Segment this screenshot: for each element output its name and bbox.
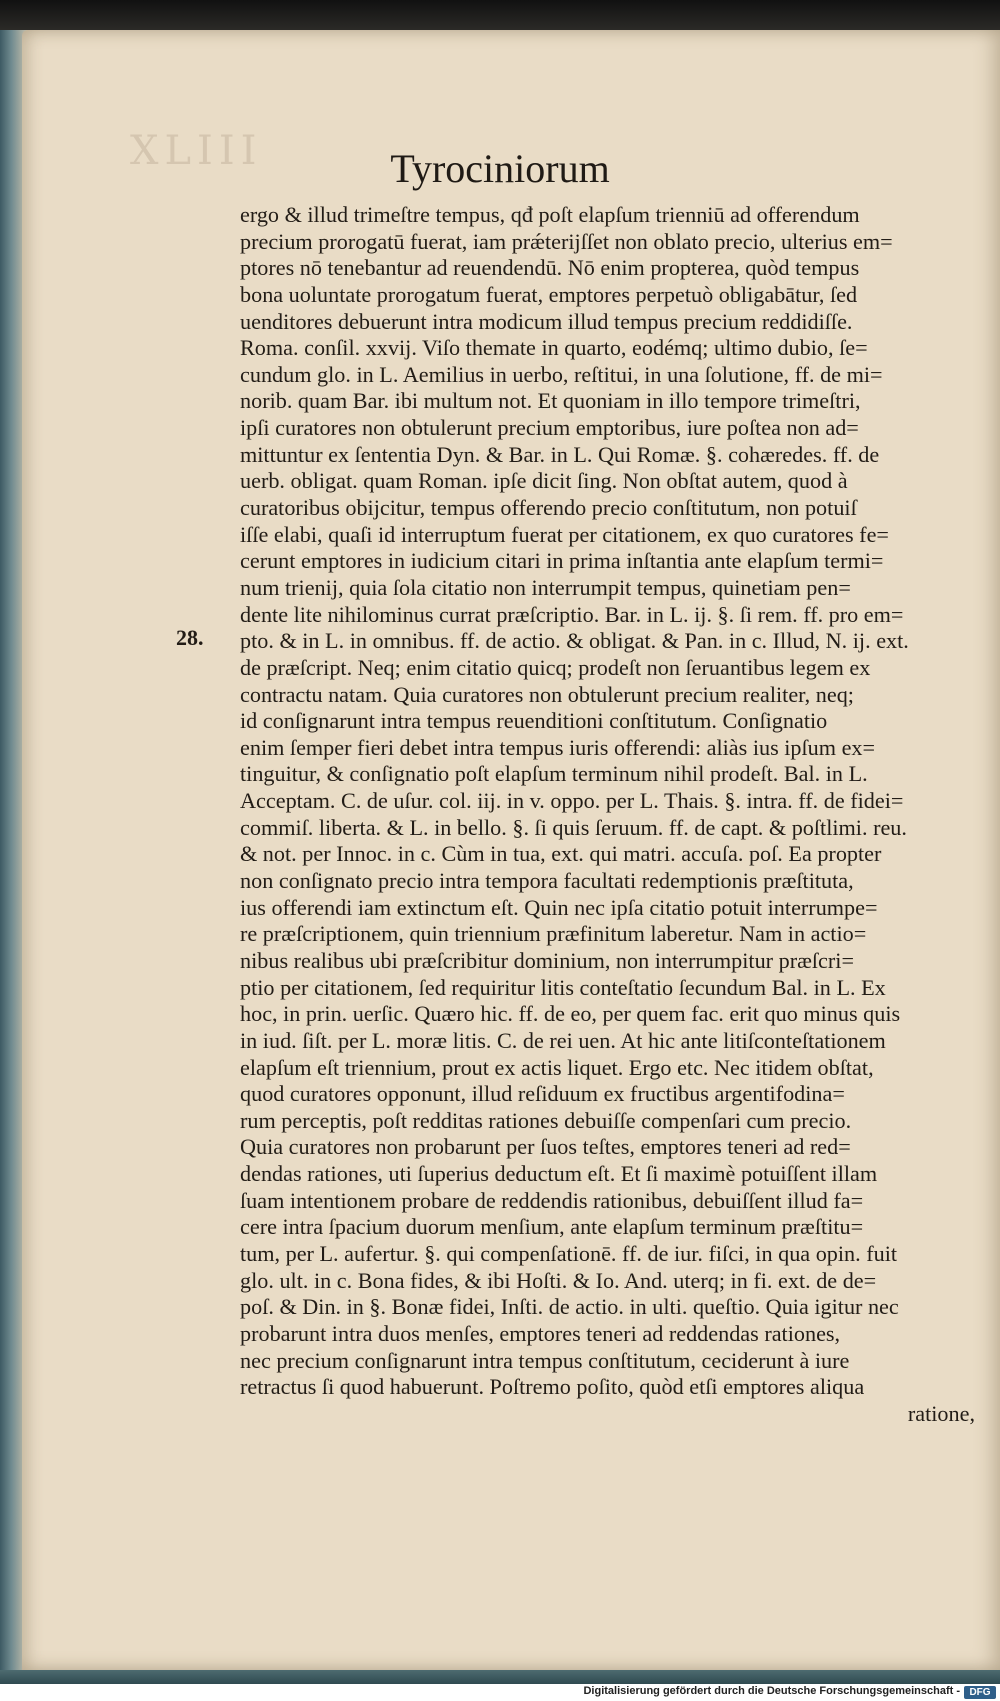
text-line: ergo & illud trimeſtre tempus, qđ poſt elapſum trienniū ad offerendum: [240, 202, 860, 227]
digitization-footer: [0, 1684, 1000, 1701]
dfg-logo: DFG: [964, 1686, 996, 1699]
scan-background-bottom: [0, 1670, 1000, 1684]
footer-credit: Digitalisierung gefördert durch die Deutsche Forschungsgemeinschaft -: [583, 1685, 960, 1697]
text-line: curatoribus obijcitur, tempus offerendo precio conſtitutum, non potuiſ: [240, 495, 857, 521]
text-line: ipſi curatores non obtulerunt precium emptoribus, iure poſtea non ad=: [240, 415, 859, 441]
text-line: norib. quam Bar. ibi multum not. Et quoniam in illo tempore trimeſtri,: [240, 388, 861, 414]
text-line: cundum glo. in L. Aemilius in uerbo, reſtitui, in una ſolutione, ff. de mi=: [240, 361, 883, 387]
text-line: poſ. & Din. in §. Bonæ fidei, Inſti. de actio. in ulti. queſtio. Quia igitur nec: [240, 1294, 899, 1320]
text-line: quod curatores opponunt, illud reſiduum ex fructibus argentifodina=: [240, 1081, 845, 1107]
text-line: de præſcript. Neq; enim citatio quicq; prodeſt non ſeruantibus legem ex: [240, 654, 871, 680]
text-line: uenditores debuerunt intra modicum illud tempus precium reddidiſſe.: [240, 308, 853, 334]
catchword: ratione,: [907, 1400, 975, 1426]
text-line: enim ſemper fieri debet intra tempus iuris offerendi: aliàs ius ipſum ex=: [240, 734, 876, 760]
text-line: ſuam intentionem probare de reddendis rationibus, debuiſſent illud fa=: [240, 1187, 864, 1213]
text-line: tum, per L. aufertur. §. qui compenſationē. ff. de iur. fiſci, in qua opin. fuit: [240, 1240, 898, 1266]
text-line: iſſe elabi, quaſi id interruptum fuerat per citationem, ex quo curatores fe=: [240, 521, 889, 547]
text-line: & not. per Innoc. in c. Cùm in tua, ext. qui matri. accuſa. poſ. Ea propter: [240, 841, 882, 867]
text-line: in iud. ſiſt. per L. moræ litis. C. de rei uen. At hic ante litiſconteſtationem: [240, 1027, 886, 1053]
text-line: uerb. obligat. quam Roman. ipſe dicit ſing. Non obſtat autem, quod à: [240, 468, 848, 494]
text-line: contractu natam. Quia curatores non obtulerunt precium realiter, neq;: [240, 681, 854, 707]
running-head: Tyrociniorum: [390, 146, 610, 191]
text-line: non conſignato precio intra tempora facultati redemptionis præſtituta,: [240, 868, 854, 894]
body-text: [240, 202, 975, 1427]
text-line: glo. ult. in c. Bona fides, & ibi Hoſti. & Io. And. uterq; in fi. ext. de de=: [240, 1267, 877, 1293]
text-line: re præſcriptionem, quin triennium præfinitum laberetur. Nam in actio=: [240, 921, 867, 947]
text-line: ius offerendi iam extinctum eſt. Quin nec ipſa citatio potuit interrumpe=: [240, 894, 878, 920]
text-line: bona uoluntate prorogatum fuerat, emptores perpetuò obligabātur, ſed: [240, 281, 858, 307]
text-line: ptio per citationem, ſed requiritur litis conteſtatio ſecundum Bal. in L. Ex: [240, 974, 886, 1000]
text-line: num trienij, quia ſola citatio non interrumpit tempus, quinetiam pen=: [240, 574, 851, 600]
text-line: mittuntur ex ſententia Dyn. & Bar. in L. Qui Romæ. §. cohæredes. ff. de: [240, 441, 880, 467]
text-line: dente lite nihilominus currat præſcriptio. Bar. in L. ij. §. ſi rem. ff. pro em=: [240, 601, 904, 627]
scan-background-top: [0, 0, 1000, 30]
text-line: hoc, in prin. uerſic. Quæro hic. ff. de eo, per quem fac. erit quo minus quis: [240, 1001, 901, 1027]
margin-note-number: 28.: [176, 625, 204, 650]
text-line: nec precium conſignarunt intra tempus conſtitutum, ceciderunt à iure: [240, 1347, 850, 1373]
text-line: retractus ſi quod habuerunt. Poſtremo poſito, quòd etſi emptores aliqua: [240, 1374, 865, 1400]
text-line: tinguitur, & conſignatio poſt elapſum terminum nihil prodeſt. Bal. in L.: [240, 761, 868, 787]
text-line: precium prorogatū fuerat, iam prǽterijſſet non oblato precio, ulterius em=: [240, 228, 893, 254]
text-line: cere intra ſpacium duorum menſium, ante elapſum terminum præſtitu=: [240, 1214, 864, 1240]
text-line: commiſ. liberta. & L. in bello. §. ſi quis ſeruum. ff. de capt. & poſtlimi. reu.: [240, 814, 907, 840]
text-line: cerunt emptores in iudicium citari in prima inſtantia ante elapſum termi=: [240, 548, 884, 574]
text-line: elapſum eſt triennium, prout ex actis liquet. Ergo etc. Nec itidem obſtat,: [240, 1054, 874, 1080]
text-line: rum perceptis, poſt redditas rationes debuiſſe compenſari cum precio.: [240, 1107, 852, 1133]
bleed-through-folio: XLIII: [130, 128, 263, 174]
text-line: id conſignarunt intra tempus reuenditioni conſtitutum. Conſignatio: [240, 708, 828, 734]
text-line: ptores nō tenebantur ad reuendendū. Nō enim propterea, quòd tempus: [240, 255, 860, 281]
text-line: Acceptam. C. de uſur. col. iij. in v. oppo. per L. Thais. §. intra. ff. de fidei=: [240, 788, 904, 814]
text-line: Quia curatores non probarunt per ſuos teſtes, emptores teneri ad red=: [240, 1134, 851, 1160]
text-line: probarunt intra duos menſes, emptores teneri ad reddendas rationes,: [240, 1320, 841, 1346]
text-line: Roma. conſil. xxvij. Viſo themate in quarto, eodémq; ultimo dubio, ſe=: [240, 335, 868, 361]
text-line: dendas rationes, uti ſuperius deductum eſt. Et ſi maximè potuiſſent illam: [240, 1161, 878, 1187]
text-line: pto. & in L. in omnibus. ff. de actio. & obligat. & Pan. in c. Illud, N. ij. ext.: [240, 628, 909, 654]
text-line: nibus realibus ubi præſcribitur dominium, non interrumpitur præſcri=: [240, 947, 854, 973]
